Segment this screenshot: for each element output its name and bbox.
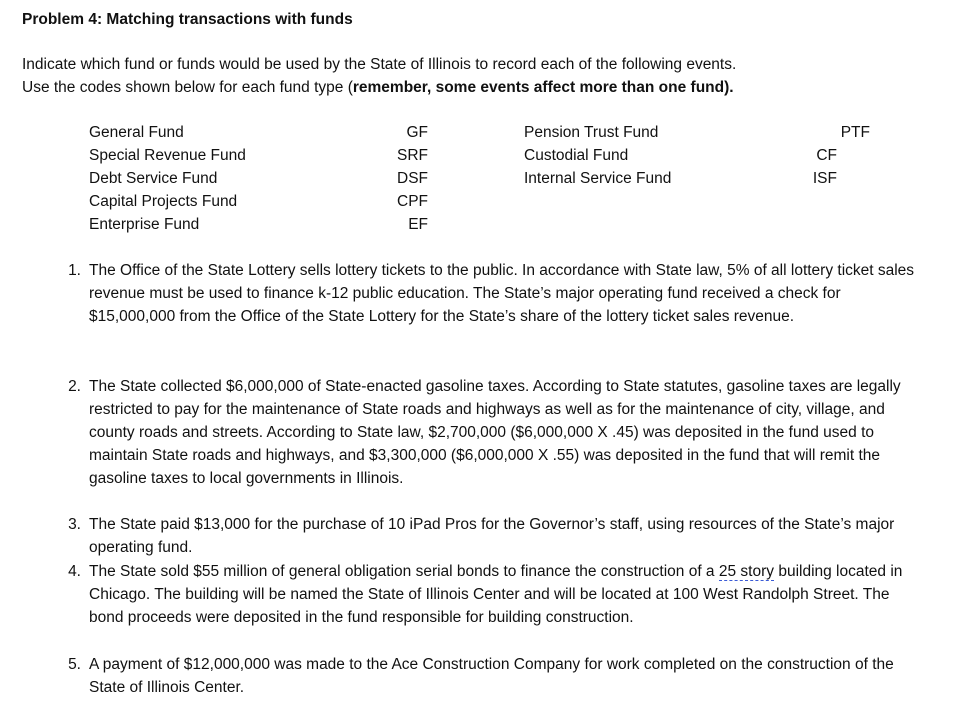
instructions xyxy=(22,53,952,99)
fund-code: CPF xyxy=(397,193,428,210)
fund-code: ISF xyxy=(812,170,837,187)
fund-name: Pension Trust Fund xyxy=(524,124,659,141)
fund-name: General Fund xyxy=(89,124,184,141)
item-text: The State paid $13,000 for the purchase of 10 iPad Pros for the Governor’s staff, using resources of the State’s major operating fund. xyxy=(89,516,895,556)
proofing-underlined-phrase: 25 story xyxy=(718,563,775,580)
fund-name: Enterprise Fund xyxy=(89,216,200,233)
fund-code: EF xyxy=(408,216,428,233)
list-item xyxy=(55,653,925,699)
item-number: 4. xyxy=(68,563,81,580)
item-text-part: building located in Chicago. The building will be named the State of Illinois Center and will be located at 100 West Randolph Street. The bond proceeds were deposited in the fund responsible for building construction. xyxy=(89,563,903,626)
fund-name: Special Revenue Fund xyxy=(89,147,246,164)
fund-names-right xyxy=(524,121,671,190)
item-text-part: The State sold $55 million of general obligation serial bonds to finance the construction of a xyxy=(89,563,719,580)
instruction-line-1: Indicate which fund or funds would be used by the State of Illinois to record each of the following events. xyxy=(22,56,737,73)
fund-code: PTF xyxy=(840,124,870,141)
fund-name: Debt Service Fund xyxy=(89,170,218,187)
fund-codes-right xyxy=(780,144,837,190)
fund-code: DSF xyxy=(397,170,428,187)
item-text: A payment of $12,000,000 was made to the Ace Construction Company for work completed on the construction of the State of Illinois Center. xyxy=(89,656,894,696)
item-number: 1. xyxy=(68,262,81,279)
instruction-line-2-text: Use the codes shown below for each fund type ( xyxy=(22,79,353,96)
item-number: 3. xyxy=(68,516,81,533)
fund-code-pension xyxy=(780,121,870,144)
fund-name: Internal Service Fund xyxy=(524,170,672,187)
item-number: 5. xyxy=(68,656,81,673)
item-text: The Office of the State Lottery sells lottery tickets to the public. In accordance with State law, 5% of all lottery ticket sales revenue must be used to finance k-12 public education. The State’s major operating fund received a check for $15,000,000 from the Office of the State Lottery for the State’s share of the lottery ticket sales revenue. xyxy=(89,262,915,325)
item-text: The State collected $6,000,000 of State-enacted gasoline taxes. According to State statutes, gasoline taxes are legally restricted to pay for the maintenance of State roads and highways as well as for the maintenance of city, village, and county roads and streets. According to State law, $2,700,000 ($6,000,000 X .45) was deposited in the fund used to maintain State roads and highways, and $3,300,000 ($6,000,000 X .55) was deposited in the fund that will remit the gasoline taxes to local governments in Illinois. xyxy=(89,378,901,487)
fund-code: CF xyxy=(816,147,837,164)
fund-name: Capital Projects Fund xyxy=(89,193,238,210)
instruction-emphasis: remember, some events affect more than one fund). xyxy=(352,79,734,96)
instruction-line-2 xyxy=(22,76,952,99)
list-item xyxy=(55,560,925,629)
list-item xyxy=(55,259,925,328)
fund-code: SRF xyxy=(397,147,428,164)
list-item xyxy=(55,375,925,490)
fund-code: GF xyxy=(406,124,428,141)
problem-title: Problem 4: Matching transactions with funds xyxy=(22,11,353,28)
list-item xyxy=(55,513,925,559)
fund-codes-left xyxy=(360,121,428,236)
fund-names-left xyxy=(89,121,246,236)
fund-name: Custodial Fund xyxy=(524,147,629,164)
item-number: 2. xyxy=(68,378,81,395)
item-text xyxy=(89,560,925,629)
